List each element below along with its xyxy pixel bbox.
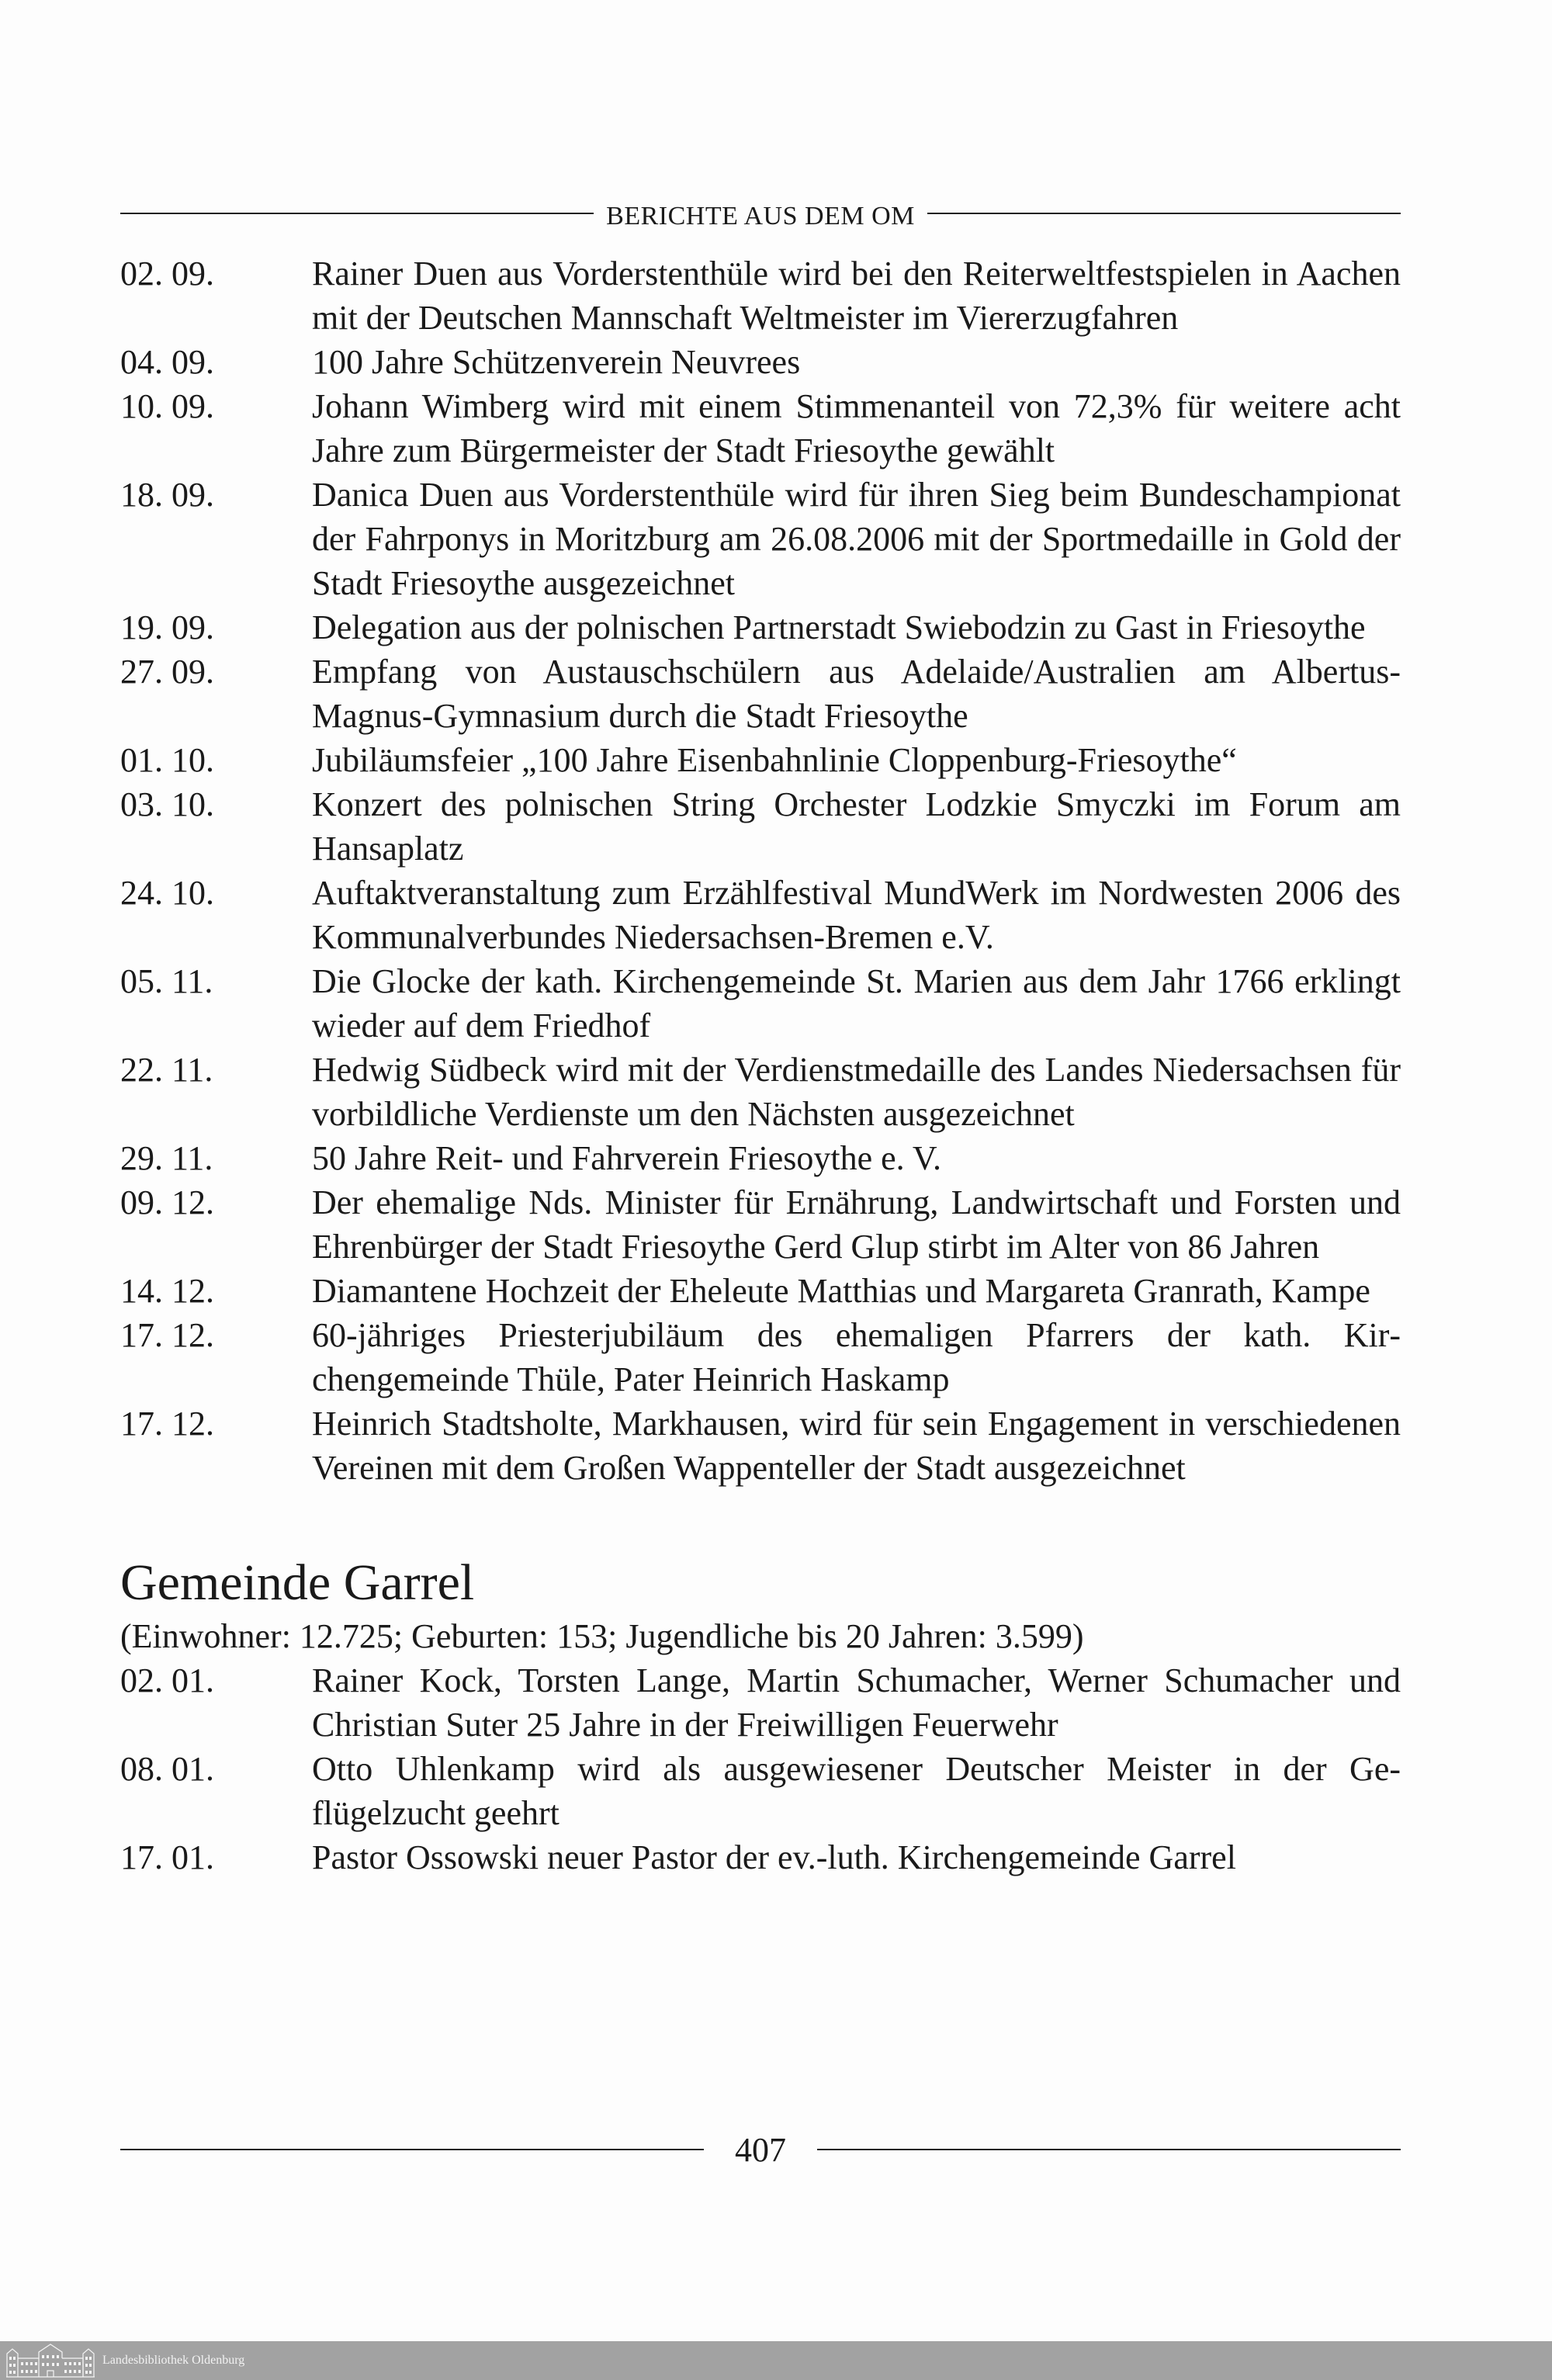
entry-date: 22. 11. — [120, 1051, 213, 1089]
chronicle-entry — [120, 871, 1401, 959]
chronicle-entry — [120, 340, 1401, 384]
entry-date: 09. 12. — [120, 1183, 214, 1221]
entry-text: Auftaktveranstaltung zum Erzählfestival MundWerk im Nordwesten 2006 des Kommunalverbundes Niedersachsen-Bremen e.V. — [312, 874, 1401, 956]
entry-text: Konzert des polnischen String Orchester Lodzkie Smyczki im Forum am Hansaplatz — [312, 785, 1401, 868]
entry-text: Diamantene Hochzeit der Eheleute Matthias und Margareta Granrath, Kampe — [312, 1272, 1370, 1310]
entry-date: 19. 09. — [120, 608, 214, 646]
section-statistics: (Einwohner: 12.725; Geburten: 153; Jugendliche bis 20 Jahren: 3.599) — [120, 1617, 1084, 1655]
entry-date: 17. 12. — [120, 1316, 214, 1354]
chronicle-entry — [120, 1269, 1401, 1313]
running-head — [120, 194, 1401, 233]
entry-date: 10. 09. — [120, 387, 214, 425]
entry-text: Rainer Duen aus Vorderstenthüle wird bei den Reiterweltfestspielen in Aachen mit der Deutschen Mannschaft Weltmeister im Viererzugfahren — [312, 255, 1401, 337]
entry-date: 17. 01. — [120, 1838, 214, 1876]
chronicle-entry — [120, 251, 1401, 340]
entry-text: Danica Duen aus Vorderstenthüle wird für ihren Sieg beim Bundeschampionat der Fahrponys in Moritzburg am 26.08.2006 mit der Sportmedaille in Gold der Stadt Friesoythe ausgezeichnet — [312, 476, 1401, 602]
entry-text: Rainer Kock, Torsten Lange, Martin Schumacher, Werner Schumacher und Christian Suter 25 Jahre in der Freiwilligen Feuerwehr — [312, 1661, 1401, 1744]
entry-text: Heinrich Stadtsholte, Markhausen, wird für sein Engagement in verschiedenen Vereinen mit dem Großen Wappenteller der Stadt ausgezeichnet — [312, 1405, 1401, 1487]
friesoythe-entry-list — [120, 251, 1401, 1490]
running-head-rule-right — [927, 213, 1401, 214]
entry-date: 18. 09. — [120, 476, 214, 514]
library-name: Landesbibliothek Oldenburg — [102, 2354, 245, 2367]
entry-text: 100 Jahre Schützenverein Neuvrees — [312, 343, 801, 381]
library-building-icon — [5, 2343, 96, 2378]
entry-text: Die Glocke der kath. Kirchengemeinde St. Marien aus dem Jahr 1766 erklingt wieder auf dem Friedhof — [312, 962, 1401, 1044]
running-head-rule-left — [120, 213, 594, 214]
entry-date: 01. 10. — [120, 741, 214, 779]
chronicle-entry — [120, 473, 1401, 605]
entry-text: 50 Jahre Reit- und Fahrverein Friesoythe e. V. — [312, 1139, 941, 1177]
page-content — [120, 194, 1401, 1879]
chronicle-entry — [120, 1658, 1401, 1747]
chronicle-entry — [120, 384, 1401, 473]
chronicle-entry — [120, 1401, 1401, 1490]
library-banner — [0, 2341, 1552, 2380]
chronicle-entry — [120, 1180, 1401, 1269]
entry-date: 05. 11. — [120, 962, 213, 1000]
section-heading: Gemeinde Garrel — [120, 1554, 475, 1611]
chronicle-entry — [120, 738, 1401, 782]
chronicle-entry — [120, 1136, 1401, 1180]
chronicle-entry — [120, 650, 1401, 738]
entry-text: Jubiläumsfeier „100 Jahre Eisenbahnlinie Cloppenburg-Friesoythe“ — [312, 741, 1237, 779]
entry-date: 17. 12. — [120, 1405, 214, 1443]
entry-text: Otto Uhlenkamp wird als ausgewiesener Deutscher Meister in der Geflügelzucht geehrt — [312, 1750, 1401, 1832]
garrel-entry-list — [120, 1658, 1401, 1879]
entry-text: Empfang von Austauschschülern aus Adelaide/Australien am Albertus-Magnus-Gymnasium durch die Stadt Friesoythe — [312, 653, 1401, 735]
footer-rule-left — [120, 2149, 704, 2150]
chronicle-entry — [120, 959, 1401, 1048]
entry-date: 27. 09. — [120, 653, 214, 691]
entry-date: 24. 10. — [120, 874, 214, 912]
chronicle-entry — [120, 782, 1401, 871]
entry-text: Der ehemalige Nds. Minister für Ernährung, Landwirtschaft und Forsten und Ehrenbürger der Stadt Friesoythe Gerd Glup stirbt im Alter von 86 Jahren — [312, 1183, 1401, 1266]
entry-date: 03. 10. — [120, 785, 214, 823]
chronicle-entry — [120, 1835, 1401, 1879]
entry-text: 60-jähriges Priesterjubiläum des ehemaligen Pfarrers der kath. Kirchengemeinde Thüle, Pater Heinrich Haskamp — [312, 1316, 1401, 1398]
entry-date: 02. 01. — [120, 1661, 214, 1699]
entry-text: Pastor Ossowski neuer Pastor der ev.-luth. Kirchengemeinde Garrel — [312, 1838, 1236, 1876]
entry-text: Johann Wimberg wird mit einem Stimmenanteil von 72,3% für weitere acht Jahre zum Bürgermeister der Stadt Friesoythe gewählt — [312, 387, 1401, 469]
chronicle-entry — [120, 1313, 1401, 1401]
entry-date: 04. 09. — [120, 343, 214, 381]
footer-rule-right — [817, 2149, 1401, 2150]
entry-text: Delegation aus der polnischen Partnerstadt Swiebodzin zu Gast in Friesoythe — [312, 608, 1366, 646]
entry-text: Hedwig Südbeck wird mit der Verdienstmedaille des Landes Niedersachsen für vorbildliche Verdienste um den Nächsten ausgezeichnet — [312, 1051, 1401, 1133]
page-number: 407 — [735, 2130, 786, 2169]
page-footer — [120, 2130, 1401, 2169]
chronicle-entry — [120, 1747, 1401, 1835]
entry-date: 02. 09. — [120, 255, 214, 293]
chronicle-entry — [120, 1048, 1401, 1136]
running-head-title: BERICHTE AUS DEM OM — [606, 202, 915, 230]
entry-date: 29. 11. — [120, 1139, 213, 1177]
entry-date: 14. 12. — [120, 1272, 214, 1310]
entry-date: 08. 01. — [120, 1750, 214, 1788]
chronicle-entry — [120, 605, 1401, 650]
